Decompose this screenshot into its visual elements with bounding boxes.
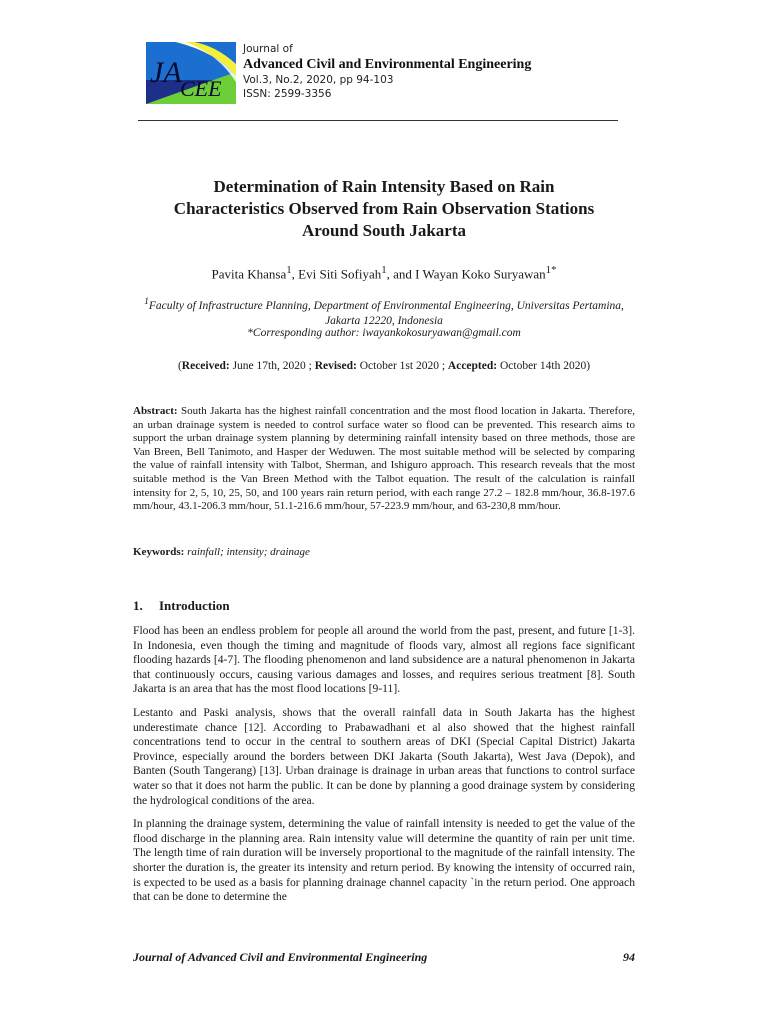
keywords [133, 546, 635, 558]
header-divider [138, 120, 618, 121]
author-2: Evi Siti Sofiyah [298, 266, 382, 282]
abstract [133, 405, 635, 514]
affiliation-line-1: Faculty of Infrastructure Planning, Department of Environmental Engineering, Universitas Pertamina, [148, 299, 624, 312]
author-list: Pavita Khansa$^1$, Evi Siti Sofiyah$^1$, and I Wayan Koko Suryawan$^{1*}$ [211, 264, 557, 282]
author-3: I Wayan Koko Suryawan [415, 266, 546, 282]
keywords-label: Keywords: [133, 546, 185, 558]
journal-name: Advanced Civil and Environmental Engineering [243, 57, 532, 72]
affiliation-marker: 1 [144, 296, 149, 307]
section-number: 1. [133, 598, 143, 613]
footer-journal: Journal of Advanced Civil and Environmental Engineering [133, 950, 428, 964]
abstract-text: South Jakarta has the highest rainfall concentration and the most flood location in Jakarta. Therefore, an urban drainage system is needed to control surface water so flood can be prevented. This research aims to support the urban drainage system planning by determining rainfall intensity based on three methods, those are Van Breen, Bell Tanimoto, and Hasper der Weduwen. The most suitable method will be selected by comparing the value of rainfall intensity with Talbot, Sherman, and Ishiguro approach. This research reveals that the most suitable method is the Van Breen Method with the Talbot equation. The result of the calculation is rainfall intensity for 2, 5, 10, 25, 50, and 100 years rain return period, with each range 27.2 – 182.8 mm/hour, 36.8-197.6 mm/hour, 43.1-206.3 mm/hour, 51.1-216.6 mm/hour, 57-223.9 mm/hour, and 63-230,8 mm/hour. [133, 405, 636, 513]
paragraph: Lestanto and Paski analysis, shows that the overall rainfall data in South Jakarta has the highest underestimate chance [12]. According to Prabawadhani et al also showed that the highest rainfall concentrations tend to occur in the central to southern areas of DKI (Special Capital District) Jakarta Province, especially around the borders between DKI Jakarta (South Jakarta), West Java (Depok), and Banten (South Tangerang) [13]. Urban drainage is drainage in urban areas that functions to control surface water so that it does not harm the public. It can be done by planning a good drainage system by considering the hydrological conditions of the area. [133, 705, 635, 807]
page-footer [133, 950, 635, 965]
author-2-affil: 1 [381, 264, 387, 276]
affiliation-line-2: Jakarta 12220, Indonesia [325, 314, 443, 327]
abstract-label: Abstract: [133, 405, 178, 417]
body-text [133, 624, 635, 914]
corresponding-author: *Corresponding author: iwayankokosuryawan@gmail.com [247, 327, 521, 339]
accepted-label: Accepted: [447, 360, 498, 372]
journal-issn: ISSN: 2599-3356 [243, 88, 332, 100]
section-title: Introduction [159, 598, 230, 613]
journal-info [243, 42, 643, 101]
revised-date: October 1st 2020 [359, 360, 439, 372]
logo-ja-letters: JA [150, 56, 182, 89]
title-line-2: Characteristics Observed from Rain Observation Stations [173, 199, 595, 218]
title-line-3: Around South Jakarta [301, 221, 467, 240]
paragraph: In planning the drainage system, determining the value of rainfall intensity is needed to get the value of the flood discharge in the planning area. Rain intensity value will determine the quantity of rain per unit time. The length time of rain duration will be inversely proportional to the magnitude of the rainfall intensity. The shorter the duration is, the greater its intensity and return period. By knowing the intensity of occurred rain, is expected to be used as a basis for planning drainage channel capacity `in the return period. One approach that can be done to determine the [133, 817, 635, 904]
section-heading [133, 598, 230, 614]
revised-label: Revised: [314, 360, 357, 372]
accepted-date: October 14th 2020 [499, 360, 587, 372]
journal-volume: Vol.3, No.2, 2020, pp 94-103 [243, 74, 394, 86]
received-date: June 17th, 2020 [232, 360, 306, 372]
author-3-affil: 1* [545, 264, 557, 276]
affiliation [120, 294, 648, 329]
logo-cee-letters: CEE [180, 76, 222, 101]
page-number: 94 [623, 950, 635, 964]
title-line-1: Determination of Rain Intensity Based on Rain [213, 177, 555, 196]
paper-title [120, 176, 648, 242]
paragraph: Flood has been an endless problem for people all around the world from the past, present, and future [1-3]. In Indonesia, even though the timing and magnitude of floods vary, almost all regions face significant flooding hazards [4-7]. The flooding phenomenon and land subsidence are a natural phenomenon in Jakarta that continuously occurs, causing various damages and losses, and requires serious treatment [8]. South Jakarta is an area that has the most flood locations [9-11]. [133, 624, 635, 696]
submission-dates: (Received: June 17th, 2020 ; Revised: October 1st 2020 ; Accepted: October 14th 2020) [177, 360, 591, 372]
author-1: Pavita Khansa [211, 266, 287, 282]
keywords-text: rainfall; intensity; drainage [187, 546, 310, 558]
journal-logo [146, 42, 236, 104]
author-1-affil: 1 [286, 264, 292, 276]
received-label: Received: [181, 360, 230, 372]
journal-label: Journal of [243, 43, 293, 55]
